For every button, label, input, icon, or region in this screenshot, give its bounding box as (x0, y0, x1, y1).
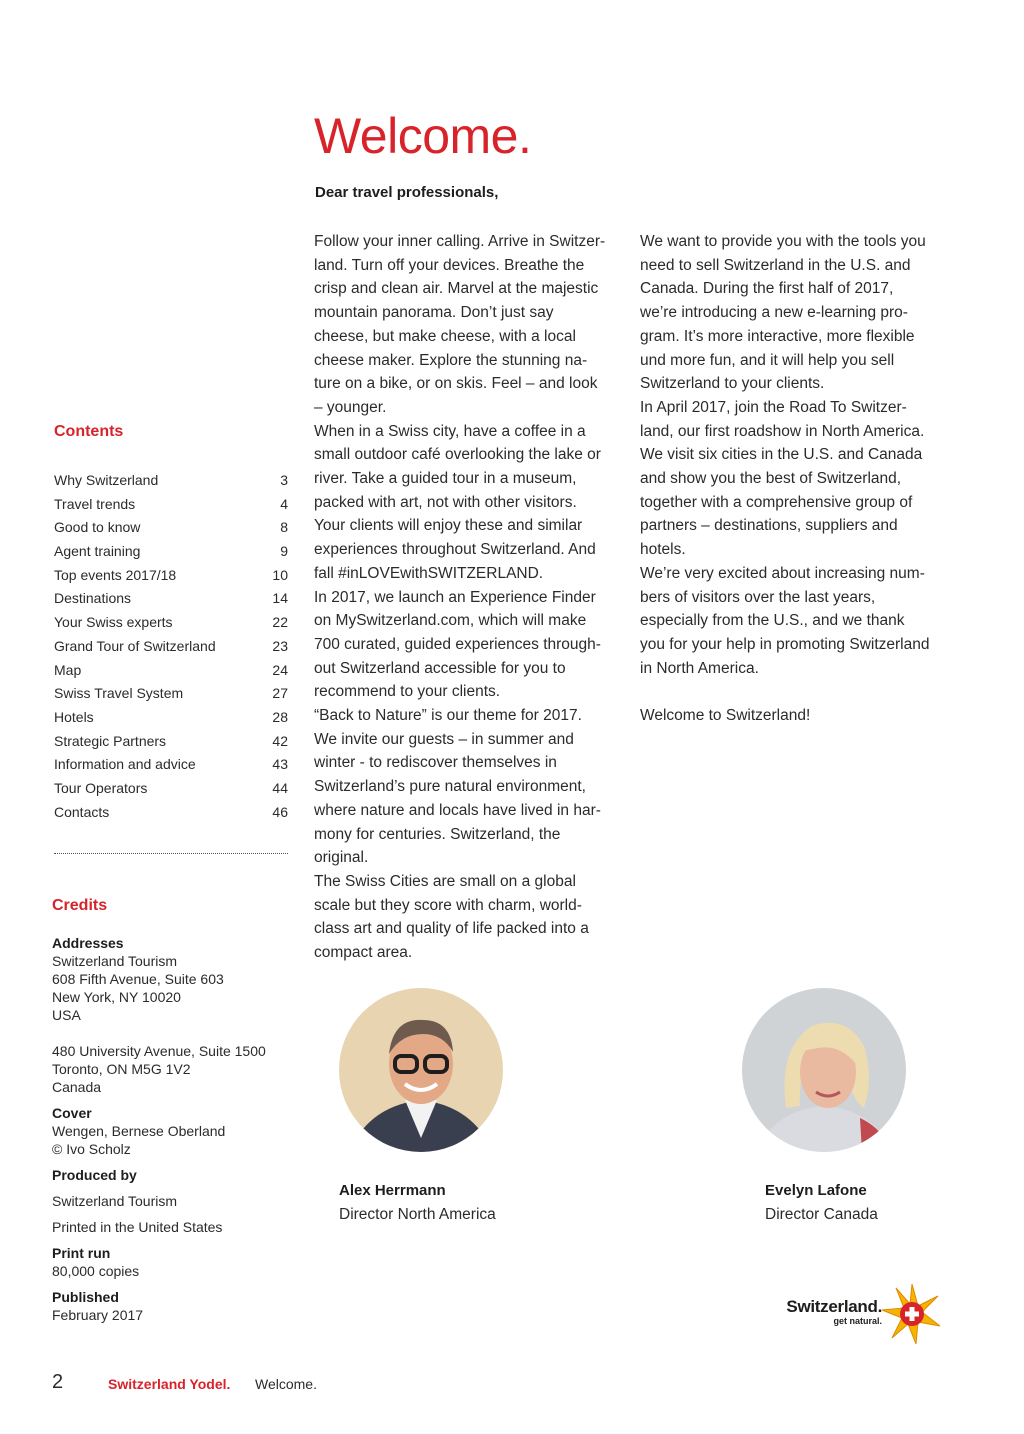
address-line: Toronto, ON M5G 1V2 (52, 1061, 191, 1077)
portrait-alex-herrmann (339, 988, 503, 1152)
address-line: 608 Fifth Avenue, Suite 603 (52, 971, 224, 987)
toc-item[interactable] (54, 541, 288, 565)
body-line: und more fun, and it will help you sell (640, 351, 895, 369)
toc-item[interactable] (54, 636, 288, 660)
body-line: on MySwitzerland.com, which will make (314, 612, 587, 630)
body-line: packed with art, not with other visitors. (314, 493, 577, 511)
toc-page: 8 (280, 519, 288, 536)
printrun-label: Print run (52, 1245, 111, 1261)
toc-label: Contacts (54, 803, 110, 820)
body-line: recommend to your clients. (314, 683, 501, 701)
toc-label: Hotels (54, 708, 94, 725)
toc-page: 3 (280, 472, 288, 488)
toc-label: Your Swiss experts (54, 614, 173, 631)
toc-page: 9 (280, 543, 288, 560)
body-line: need to sell Switzerland in the U.S. and (640, 256, 911, 274)
body-line: ture on a bike, or on skis. Feel – and look (314, 375, 598, 393)
body-line: Your clients will enjoy these and similar (314, 517, 583, 535)
table-of-contents (54, 470, 288, 825)
body-line: in North America. (640, 659, 759, 677)
published-label: Published (52, 1289, 119, 1305)
body-line: mountain panorama. Don’t just say (314, 304, 554, 322)
toc-label: Destinations (54, 590, 132, 607)
body-line: winter - to rediscover themselves in (314, 754, 557, 772)
body-line: “Back to Nature” is our theme for 2017. (314, 707, 582, 725)
body-line: river. Take a guided tour in a museum, (314, 470, 577, 488)
body-line: crisp and clean air. Marvel at the majestic (314, 280, 599, 298)
toc-label: Swiss Travel System (54, 685, 184, 702)
address-line: USA (52, 1007, 81, 1023)
toc-item[interactable] (54, 731, 288, 755)
body-line: 700 curated, guided experiences through- (314, 635, 601, 653)
body-line: mony for centuries. Switzerland, the (314, 825, 561, 843)
dotted-divider (54, 853, 288, 854)
body-line: We visit six cities in the U.S. and Canada (640, 446, 923, 464)
toc-label: Why Switzerland (54, 472, 159, 488)
produced-value: Switzerland Tourism (52, 1193, 178, 1209)
body-line: gram. It’s more interactive, more flexible (640, 327, 915, 345)
body-line: compact area. (314, 944, 413, 962)
body-line: cheese, but make cheese, with a local (314, 327, 576, 345)
toc-item[interactable] (54, 802, 288, 826)
body-line: partners – destinations, suppliers and (640, 517, 898, 535)
toc-label: Top events 2017/18 (54, 566, 177, 583)
toc-item[interactable] (54, 778, 288, 802)
body-line: We’re very excited about increasing num- (640, 564, 925, 582)
toc-page: 14 (272, 590, 288, 607)
logo-tagline: get natural. (833, 1316, 882, 1326)
cover-label: Cover (52, 1105, 92, 1121)
toc-label: Tour Operators (54, 779, 148, 796)
body-line: you for your help in promoting Switzerland (640, 635, 930, 653)
toc-page: 22 (272, 614, 288, 631)
body-line: Follow your inner calling. Arrive in Switzer- (314, 233, 606, 250)
body-line: land, our first roadshow in North America. (640, 422, 925, 440)
person-name: Evelyn Lafone (765, 1182, 867, 1199)
toc-label: Information and advice (54, 756, 196, 773)
body-line: Canada. During the first half of 2017, (640, 280, 894, 298)
toc-item[interactable] (54, 683, 288, 707)
cover-line: © Ivo Scholz (52, 1141, 131, 1157)
toc-item[interactable] (54, 565, 288, 589)
body-line: fall #inLOVEwithSWITZERLAND. (314, 564, 544, 582)
printed-value: Printed in the United States (52, 1219, 223, 1235)
body-line: – younger. (314, 398, 387, 416)
cover-line: Wengen, Bernese Oberland (52, 1123, 226, 1139)
body-line: land. Turn off your devices. Breathe the (314, 256, 585, 274)
toc-item[interactable] (54, 517, 288, 541)
body-line: together with a comprehensive group of (640, 493, 913, 511)
person-role: Director North America (339, 1206, 496, 1223)
body-column-1 (314, 230, 619, 965)
salutation: Dear travel professionals, (315, 184, 499, 201)
body-line: experiences throughout Switzerland. And (314, 541, 596, 559)
toc-item[interactable] (54, 588, 288, 612)
body-line: We invite our guests – in summer and (314, 730, 574, 748)
body-line: The Swiss Cities are small on a global (314, 872, 576, 890)
body-line: In April 2017, join the Road To Switzer- (640, 398, 907, 416)
toc-item[interactable] (54, 754, 288, 778)
body-line: We want to provide you with the tools you (640, 233, 926, 250)
toc-page: 27 (272, 685, 288, 702)
address-line: Switzerland Tourism (52, 953, 178, 969)
page-title: Welcome. (314, 108, 532, 164)
body-line: small outdoor café overlooking the lake or (314, 446, 601, 464)
toc-label: Travel trends (54, 495, 136, 512)
footer-section: Welcome. (255, 1376, 317, 1392)
address-line: 480 University Avenue, Suite 1500 (52, 1043, 266, 1059)
toc-page: 46 (272, 803, 288, 820)
body-line: original. (314, 849, 369, 867)
toc-item[interactable] (54, 470, 288, 494)
body-line: where nature and locals have lived in har- (314, 801, 601, 819)
footer-brand: Switzerland Yodel. (108, 1376, 231, 1392)
person-role: Director Canada (765, 1206, 878, 1223)
body-line: hotels. (640, 541, 686, 559)
switzerland-logo-text (752, 1298, 882, 1326)
body-line: Switzerland’s pure natural environment, (314, 778, 586, 796)
produced-label: Produced by (52, 1167, 137, 1183)
body-column-2 (640, 230, 950, 728)
body-line: especially from the U.S., and we thank (640, 612, 905, 630)
swiss-flower-logo-icon (880, 1282, 944, 1351)
toc-page: 10 (272, 566, 288, 583)
toc-page: 43 (272, 756, 288, 773)
toc-page: 23 (272, 637, 288, 654)
body-line: In 2017, we launch an Experience Finder (314, 588, 596, 606)
body-line: cheese maker. Explore the stunning na- (314, 351, 588, 369)
toc-label: Grand Tour of Switzerland (54, 637, 216, 654)
logo-word: Switzerland. (786, 1297, 882, 1316)
published-value: February 2017 (52, 1307, 144, 1323)
toc-page: 4 (280, 495, 288, 512)
portrait-evelyn-lafone (742, 988, 906, 1152)
credits-heading: Credits (52, 897, 108, 914)
toc-label: Good to know (54, 519, 141, 536)
toc-page: 42 (272, 732, 288, 749)
person-name: Alex Herrmann (339, 1182, 446, 1199)
toc-label: Agent training (54, 543, 141, 560)
body-line: scale but they score with charm, world- (314, 896, 582, 914)
contents-heading: Contents (54, 423, 124, 440)
body-line: we’re introducing a new e-learning pro- (640, 304, 908, 322)
toc-page: 44 (272, 779, 288, 796)
address-line: Canada (52, 1079, 102, 1095)
toc-label: Strategic Partners (54, 732, 167, 749)
body-line: out Switzerland accessible for you to (314, 659, 566, 677)
toc-item[interactable] (54, 660, 288, 684)
body-line: bers of visitors over the last years, (640, 588, 876, 606)
credits-block (52, 934, 302, 1332)
toc-page: 24 (272, 661, 288, 678)
closing-line: Welcome to Switzerland! (640, 707, 811, 725)
printrun-value: 80,000 copies (52, 1263, 140, 1279)
body-line: When in a Swiss city, have a coffee in a (314, 422, 586, 440)
toc-item[interactable] (54, 707, 288, 731)
body-line: Switzerland to your clients. (640, 375, 825, 393)
toc-item[interactable] (54, 494, 288, 518)
toc-label: Map (54, 661, 82, 678)
address-line: New York, NY 10020 (52, 989, 181, 1005)
page-number: 2 (52, 1371, 64, 1393)
toc-page: 28 (272, 708, 288, 725)
body-line: class art and quality of life packed into a (314, 920, 589, 938)
toc-item[interactable] (54, 612, 288, 636)
body-line: and show you the best of Switzerland, (640, 470, 902, 488)
addresses-label: Addresses (52, 935, 124, 951)
